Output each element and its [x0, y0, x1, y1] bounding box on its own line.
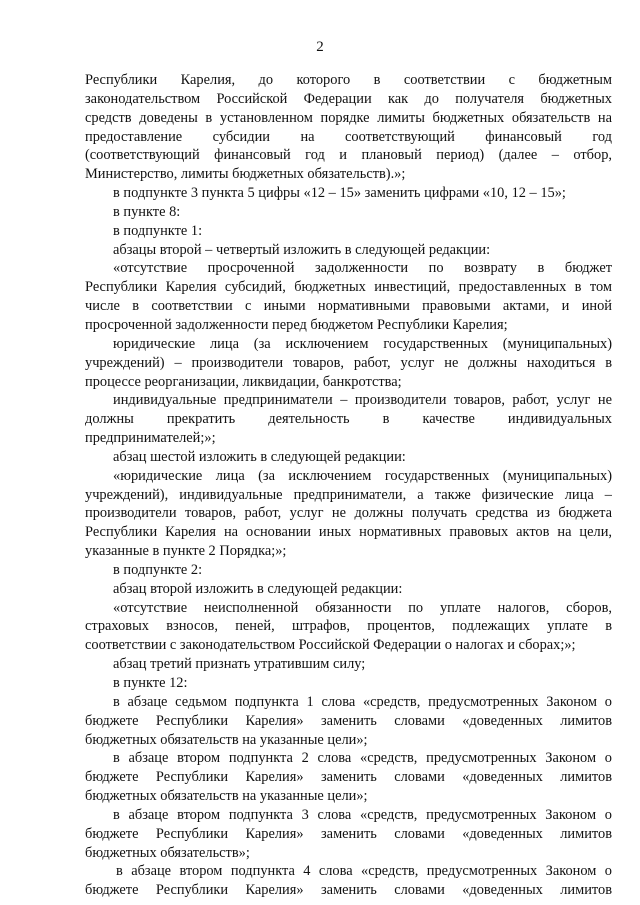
text-line: в подпункте 1: [113, 222, 203, 239]
text-line: в абзаце седьмом подпункта 1 слова «средств, предусмотренных Законом о [113, 693, 612, 710]
text-line: бюджете Республики Карелия» заменить словами «доведенных лимитов [85, 769, 612, 786]
text-line: в абзаце втором подпункта 3 слова «средств, предусмотренных Законом о [113, 806, 612, 823]
text-line: в подпункте 2: [113, 561, 203, 578]
text-line: предоставление субсидии на соответствующий финансовый год [85, 128, 612, 145]
text-line: бюджетных обязательств»; [85, 844, 250, 861]
text-line: учреждений), индивидуальные предприниматели, а также физические лица – [85, 486, 612, 503]
text-line: в абзаце втором подпункта 2 слова «средств, предусмотренных Законом о [113, 750, 612, 767]
text-line: бюджете Республики Карелия» заменить словами «доведенных лимитов [85, 825, 612, 842]
text-line: абзац шестой изложить в следующей редакции: [113, 448, 406, 465]
text-line: указанные в пункте 2 Порядка;»; [85, 543, 287, 560]
text-line: в подпункте 3 пункта 5 цифры «12 – 15» заменить цифрами «10, 12 – 15»; [113, 185, 566, 202]
text-line: «юридические лица (за исключением государственных (муниципальных) [113, 467, 612, 484]
text-line: (соответствующий финансовый год и плановый период) (далее – отбор, [85, 147, 612, 164]
text-line: «отсутствие неисполненной обязанности по уплате налогов, сборов, [113, 599, 612, 616]
text-line: соответствии с законодательством Российской Федерации о налогах и сборах;»; [85, 637, 576, 654]
text-line: должны прекратить деятельность в качестве индивидуальных [85, 411, 612, 428]
text-line: в пункте 8: [113, 203, 181, 220]
text-line: индивидуальные предприниматели – производители товаров, работ, услуг не [113, 392, 612, 409]
text-line: в пункте 12: [113, 675, 188, 691]
page-number: 2 [316, 39, 324, 55]
text-line: юридические лица (за исключением государственных (муниципальных) [113, 335, 612, 352]
text-line: производители товаров, работ, услуг не должны получать средства из бюджета [85, 505, 612, 522]
text-line: страховых взносов, пеней, штрафов, процентов, подлежащих уплате в [85, 618, 612, 635]
text-line: Республики Карелия, до которого в соответствии с бюджетным [85, 72, 612, 88]
text-line: учреждений) – производители товаров, работ, услуг не должны находиться в [85, 354, 612, 371]
text-line: числе в соответствии с иными нормативными правовыми актами, и иной [85, 298, 612, 315]
text-line: Министерство, лимиты бюджетных обязательств).»; [85, 166, 406, 183]
text-line: абзац третий признать утратившим силу; [113, 656, 366, 673]
text-line: законодательством Российской Федерации как до получателя бюджетных [85, 90, 612, 107]
text-line: абзац второй изложить в следующей редакции: [113, 580, 403, 597]
text-line: «отсутствие просроченной задолженности по возврату в бюджет [113, 260, 612, 277]
text-line: бюджете Республики Карелия» заменить словами «доведенных лимитов [85, 882, 612, 899]
text-line: бюджете Республики Карелия» заменить словами «доведенных лимитов [85, 712, 612, 729]
document-body [85, 71, 612, 900]
text-line: просроченной задолженности перед бюджетом Республики Карелия; [85, 316, 508, 333]
text-line: бюджетных обязательств на указанные цели»; [85, 731, 368, 748]
text-line: Республики Карелия субсидий, бюджетных инвестиций, предоставленных в том [85, 279, 612, 296]
text-line: процессе реорганизации, ликвидации, банкротства; [85, 373, 402, 390]
text-line: бюджетных обязательств на указанные цели»; [85, 788, 368, 805]
text-line: средств доведены в установленном порядке лимиты бюджетных обязательств на [85, 109, 612, 126]
text-line: в абзаце втором подпункта 4 слова «средств, предусмотренных Законом о [116, 863, 612, 880]
text-line: абзацы второй – четвертый изложить в следующей редакции: [113, 241, 491, 258]
text-line: Республики Карелия на основании иных нормативных правовых актов на цели, [85, 524, 612, 541]
text-line: предпринимателей;»; [85, 430, 216, 447]
